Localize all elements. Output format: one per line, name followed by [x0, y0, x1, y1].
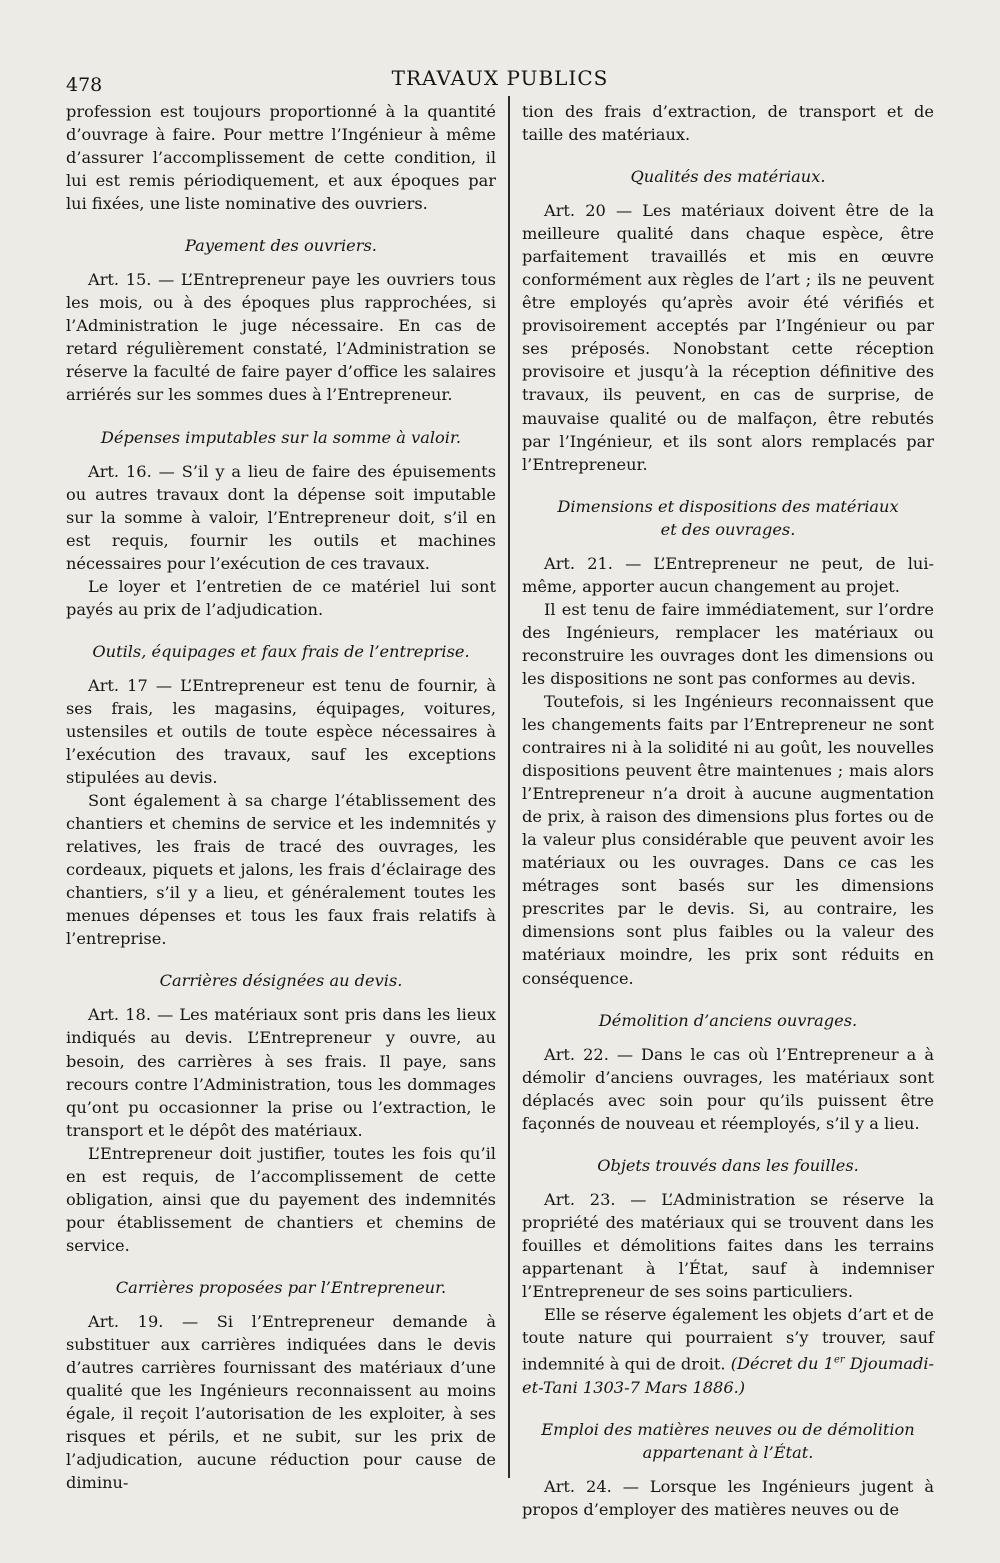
- section-heading-dimensions: [522, 495, 934, 541]
- paragraph-text: Elle se réserve également les objets d’art et de toute nature qui pourraient s’y trouver, sauf indemnité à qui de droit.: [522, 1304, 934, 1374]
- section-heading-outils: Outils, équipages et faux frais de l’entreprise.: [92, 641, 470, 661]
- section-heading-depenses: Dépenses imputables sur la somme à valoir.: [100, 427, 462, 447]
- section-heading-carrieres-designees: Carrières désignées au devis.: [159, 971, 403, 991]
- paragraph-continued: tion des frais d’extraction, de transport et de taille des matériaux.: [522, 102, 934, 145]
- article-21-paragraph-2: Il est tenu de faire immédiatement, sur l’ordre des Ingénieurs, remplacer les matériaux ou reconstruire les ouvrages dont les dimensions ou les dispositions ne sont pas conformes au devis.: [522, 599, 934, 688]
- left-column: [66, 100, 496, 1494]
- article-16: Art. 16. — S’il y a lieu de faire des épuisements ou autres travaux dont la dépense soit imputable sur la somme à valoir, l’Entrepreneur doit, s’il en est requis, fournir les outils et machines nécessaires pour l’exécution de ces travaux.: [66, 461, 496, 573]
- article-21: Art. 21. — L’Entrepreneur ne peut, de lui-même, apporter aucun changement au projet.: [522, 553, 934, 596]
- paragraph-continued: profession est toujours proportionné à la quantité d’ouvrage à faire. Pour mettre l’Ingénieur à même d’assurer l’accomplissement de cette condition, il lui est remis périodiquement, et aux époques par lui fixées, une liste nominative des ouvriers.: [66, 102, 496, 214]
- heading-line-1: Dimensions et dispositions des matériaux: [557, 496, 899, 516]
- section-heading-payement: Payement des ouvriers.: [185, 236, 377, 256]
- article-18: Art. 18. — Les matériaux sont pris dans les lieux indiqués au devis. L’Entrepreneur y ouvre, au besoin, des carrières à ses frais. Il paye, sans recours contre l’Administration, tous les dommages qu’ont pu occasionner la prise ou l’extraction, le transport et le dépôt des matériaux.: [66, 1005, 496, 1140]
- decree-citation: (Décret du 1er Djoumadi-et-Tani 1303-7 Mars 1886.): [522, 1354, 934, 1397]
- right-column: [522, 100, 934, 1521]
- article-20: Art. 20 — Les matériaux doivent être de la meilleure qualité dans chaque espèce, être parfaitement travaillés et mis en œuvre conformément aux règles de l’art ; ils ne peuvent être employés qu’après avoir été vérifiés et provisoirement acceptés par l’Ingénieur ou par ses préposés. Nonobstant cette réception provisoire et jusqu’à la réception définitive des travaux, ils peuvent, en cas de surprise, de mauvaise qualité ou de malfaçon, être rebutés par l’Ingénieur, et ils sont alors remplacés par l’Entrepreneur.: [522, 201, 934, 474]
- article-17-paragraph-2: Sont également à sa charge l’établissement des chantiers et chemins de service et les indemnités y relatives, les frais de tracé des ouvrages, les cordeaux, piquets et jalons, les frais d’éclairage des chantiers, s’il y a lieu, et généralement toutes les menues dépenses et tous les faux frais relatifs à l’entreprise.: [66, 791, 496, 949]
- heading-line-2: appartenant à l’État.: [642, 1442, 814, 1462]
- heading-line-1: Emploi des matières neuves ou de démolition: [541, 1419, 915, 1439]
- article-16-paragraph-2: Le loyer et l’entretien de ce matériel lui sont payés au prix de l’adjudication.: [66, 576, 496, 619]
- article-21-paragraph-3: Toutefois, si les Ingénieurs reconnaissent que les changements faits par l’Entrepreneur ne sont contraires ni à la solidité ni au goût, les nouvelles dispositions peuvent être maintenues ; mais alors l’Entrepreneur n’a droit à aucune augmentation de prix, à raison des dimensions plus fortes ou de la valeur plus considérable que peuvent avoir les matériaux ou les ouvrages. Dans ce cas les métrages sont basés sur les dimensions prescrites par le devis. Si, au contraire, les dimensions sont plus faibles ou la valeur des matériaux moindre, les prix sont réduits en conséquence.: [522, 691, 934, 988]
- article-18-paragraph-2: L’Entrepreneur doit justifier, toutes les fois qu’il en est requis, de l’accomplissement de cette obligation, ainsi que du payement des indemnités pour établissement de chantiers et chemins de service.: [66, 1143, 496, 1255]
- article-24: Art. 24. — Lorsque les Ingénieurs jugent à propos d’employer des matières neuves ou de: [522, 1476, 934, 1519]
- section-heading-carrieres-proposees: Carrières proposées par l’Entrepreneur.: [115, 1277, 447, 1297]
- article-23-paragraph-2: [522, 1303, 934, 1399]
- section-heading-emploi: [522, 1418, 934, 1464]
- heading-line-2: et des ouvrages.: [660, 519, 796, 539]
- article-22: Art. 22. — Dans le cas où l’Entrepreneur a à démolir d’anciens ouvrages, les matériaux sont déplacés avec soin pour qu’ils puissent être façonnés de nouveau et réemployés, s’il y a lieu.: [522, 1044, 934, 1133]
- section-heading-objets-trouves: Objets trouvés dans les fouilles.: [597, 1155, 859, 1175]
- article-17: Art. 17 — L’Entrepreneur est tenu de fournir, à ses frais, les magasins, équipages, voitures, ustensiles et outils de toute espèce nécessaires à l’exécution des travaux, sauf les exceptions stipulées au devis.: [66, 675, 496, 788]
- section-heading-qualites: Qualités des matériaux.: [630, 167, 826, 187]
- page-number: 478: [66, 74, 103, 96]
- article-19: Art. 19. — Si l’Entrepreneur demande à substituer aux carrières indiquées dans le devis d’autres carrières fournissant des matériaux d’une qualité que les Ingénieurs reconnaissent au moins égale, il reçoit l’autorisation de les exploiter, à ses risques et périls, et ne subit, sur les prix de l’adjudication, aucune réduction pour cause de diminu-: [66, 1311, 496, 1493]
- article-15: Art. 15. — L’Entrepreneur paye les ouvriers tous les mois, ou à des époques plus rapprochées, si l’Administration le juge nécessaire. En cas de retard régulièrement constaté, l’Administration se réserve la faculté de faire payer d’office les salaires arriérés sur les sommes dues à l’Entrepreneur.: [66, 270, 496, 405]
- section-heading-demolition: Démolition d’anciens ouvrages.: [598, 1010, 858, 1030]
- article-23: Art. 23. — L’Administration se réserve la propriété des matériaux qui se trouvent dans les fouilles et démolitions faites dans les terrains appartenant à l’État, sauf à indemniser l’Entrepreneur de ses soins particuliers.: [522, 1189, 934, 1301]
- column-divider: [508, 96, 510, 1478]
- running-head: TRAVAUX PUBLICS: [391, 66, 609, 90]
